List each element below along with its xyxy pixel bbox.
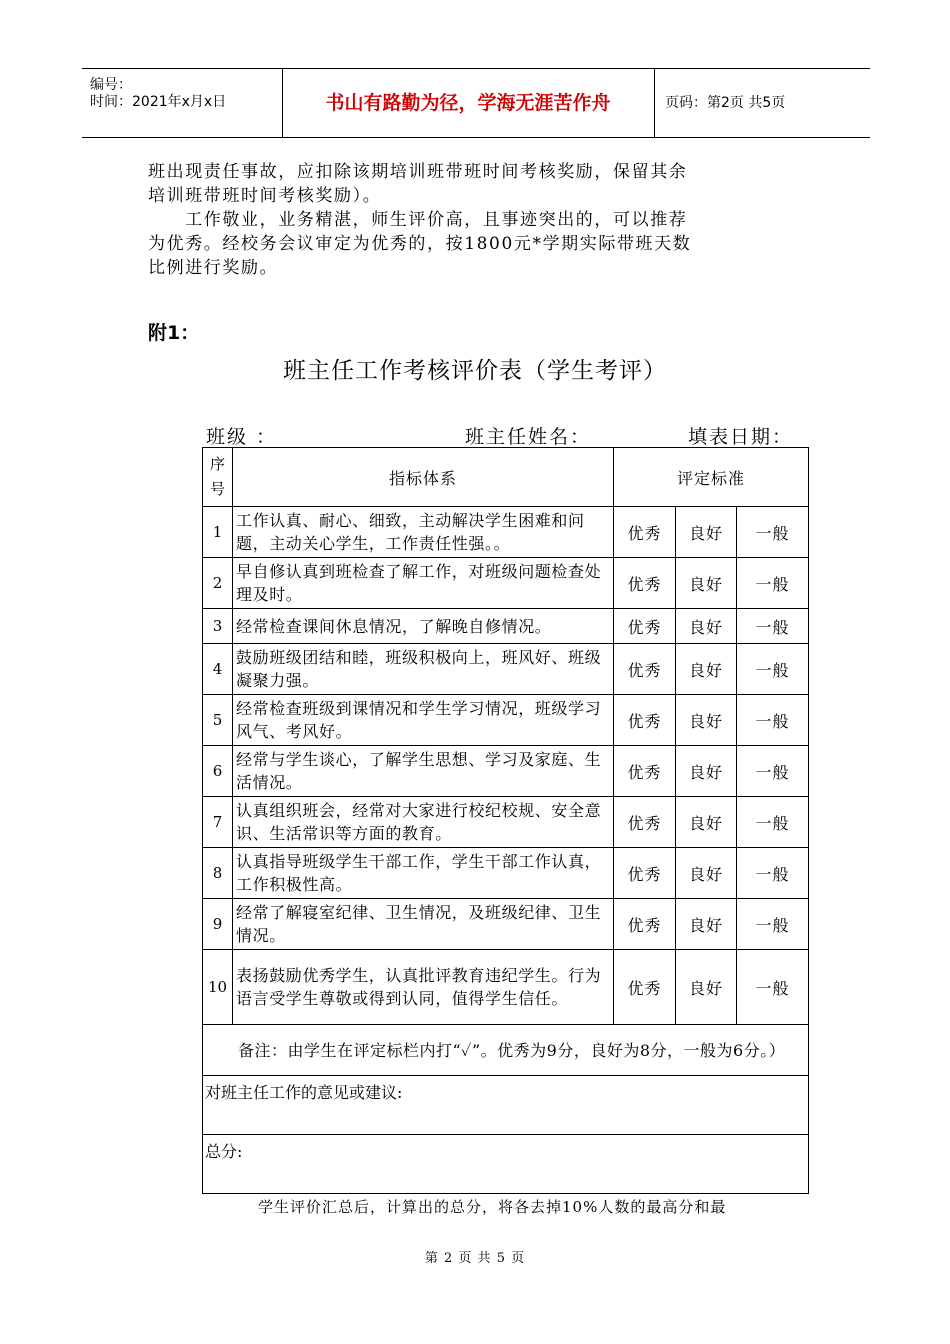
appendix-label: 附1： xyxy=(148,322,200,344)
grade-good-cell[interactable]: 良好 xyxy=(676,746,737,797)
time-label: 时间：2021年x月x日 xyxy=(90,94,227,110)
indicator-text: 经常检查班级到课情况和学生学习情况，班级学习风气、考风好。 xyxy=(233,695,614,746)
text-line: 班出现责任事故，应扣除该期培训班带班时间考核奖励，保留其余 xyxy=(148,162,688,182)
row-number: 1 xyxy=(203,507,233,558)
grade-good-cell[interactable]: 良好 xyxy=(676,507,737,558)
tail-text: 学生评价汇总后，计算出的总分，将各去掉10%人数的最高分和最 xyxy=(258,1198,727,1216)
grade-good-cell[interactable]: 良好 xyxy=(676,558,737,609)
grade-good-cell[interactable]: 良好 xyxy=(676,950,737,1025)
grade-average-cell[interactable]: 一般 xyxy=(737,558,809,609)
grade-excellent-cell[interactable]: 优秀 xyxy=(614,609,676,644)
grade-average-cell[interactable]: 一般 xyxy=(737,507,809,558)
note-row xyxy=(203,1025,809,1076)
grade-average-cell[interactable]: 一般 xyxy=(737,746,809,797)
grade-excellent-cell[interactable]: 优秀 xyxy=(614,695,676,746)
grade-average-cell[interactable]: 一般 xyxy=(737,609,809,644)
note-text: 备注：由学生在评定标栏内打“✓”。优秀为9分，良好为8分，一般为6分。） xyxy=(203,1025,809,1076)
row-number: 9 xyxy=(203,899,233,950)
opinion-row xyxy=(203,1076,809,1135)
page-indicator: 页码：第2页 共5页 xyxy=(665,95,786,111)
fill-date-label: 填表日期： xyxy=(688,426,794,448)
grade-average-cell[interactable]: 一般 xyxy=(737,848,809,899)
grade-excellent-cell[interactable]: 优秀 xyxy=(614,746,676,797)
indicator-text: 工作认真、耐心、细致，主动解决学生困难和问题，主动关心学生，工作责任性强。。 xyxy=(233,507,614,558)
grade-average-cell[interactable]: 一般 xyxy=(737,899,809,950)
grade-good-cell[interactable]: 良好 xyxy=(676,644,737,695)
text-line: 培训班带班时间考核奖励）。 xyxy=(148,186,382,206)
paragraph-2 xyxy=(148,208,808,280)
grade-excellent-cell[interactable]: 优秀 xyxy=(614,558,676,609)
row-number: 7 xyxy=(203,797,233,848)
table-row xyxy=(203,507,809,558)
table-row xyxy=(203,746,809,797)
grade-excellent-cell[interactable]: 优秀 xyxy=(614,644,676,695)
grade-average-cell[interactable]: 一般 xyxy=(737,695,809,746)
grade-good-cell[interactable]: 良好 xyxy=(676,797,737,848)
text-line: 比例进行奖励。 xyxy=(148,258,279,278)
standard-header: 评定标准 xyxy=(614,448,809,507)
table-header-row xyxy=(203,448,809,507)
grade-excellent-cell[interactable]: 优秀 xyxy=(614,848,676,899)
table-row xyxy=(203,848,809,899)
row-number: 5 xyxy=(203,695,233,746)
grade-average-cell[interactable]: 一般 xyxy=(737,950,809,1025)
header-info xyxy=(82,69,282,137)
header-motto: 书山有路勤为径，学海无涯苦作舟 xyxy=(325,92,611,114)
indicator-text: 经常检查课间休息情况，了解晚自修情况。 xyxy=(233,609,614,644)
class-label: 班级 ： xyxy=(206,426,278,448)
grade-good-cell[interactable]: 良好 xyxy=(676,609,737,644)
header-divider xyxy=(654,69,655,137)
teacher-name-label: 班主任姓名： xyxy=(465,426,592,448)
indicator-header: 指标体系 xyxy=(233,448,614,507)
grade-good-cell[interactable]: 良好 xyxy=(676,848,737,899)
row-number: 4 xyxy=(203,644,233,695)
indicator-text: 经常了解寝室纪律、卫生情况，及班级纪律、卫生情况。 xyxy=(233,899,614,950)
row-number: 6 xyxy=(203,746,233,797)
grade-excellent-cell[interactable]: 优秀 xyxy=(614,950,676,1025)
indicator-text: 认真组织班会，经常对大家进行校纪校规、安全意识、生活常识等方面的教育。 xyxy=(233,797,614,848)
paragraph-1 xyxy=(148,160,808,208)
row-number: 8 xyxy=(203,848,233,899)
grade-average-cell[interactable]: 一般 xyxy=(737,644,809,695)
grade-good-cell[interactable]: 良好 xyxy=(676,899,737,950)
grade-good-cell[interactable]: 良好 xyxy=(676,695,737,746)
text-line: 工作敬业，业务精湛，师生评价高，且事迹突出的，可以推荐 xyxy=(148,210,688,230)
grade-excellent-cell[interactable]: 优秀 xyxy=(614,507,676,558)
page-footer: 第 2 页 共 5 页 xyxy=(424,1251,526,1266)
total-row xyxy=(203,1135,809,1194)
indicator-text: 认真指导班级学生干部工作，学生干部工作认真，工作积极性高。 xyxy=(233,848,614,899)
page-header xyxy=(82,68,870,138)
table-row xyxy=(203,695,809,746)
total-score-field[interactable]: 总分: xyxy=(203,1135,809,1194)
row-number: 3 xyxy=(203,609,233,644)
table-row xyxy=(203,644,809,695)
index-header: 序号 xyxy=(203,448,233,507)
table-row xyxy=(203,609,809,644)
indicator-text: 早自修认真到班检查了解工作，对班级问题检查处理及时。 xyxy=(233,558,614,609)
row-number: 10 xyxy=(203,950,233,1025)
indicator-text: 表扬鼓励优秀学生，认真批评教育违纪学生。行为语言受学生尊敬或得到认同，值得学生信任。 xyxy=(233,950,614,1025)
form-title: 班主任工作考核评价表（学生考评） xyxy=(283,358,667,384)
table-row xyxy=(203,797,809,848)
table-row xyxy=(203,899,809,950)
grade-excellent-cell[interactable]: 优秀 xyxy=(614,797,676,848)
evaluation-table xyxy=(202,447,809,1194)
text-line: 为优秀。经校务会议审定为优秀的，按1800元*学期实际带班天数 xyxy=(148,234,692,254)
indicator-text: 鼓励班级团结和睦，班级积极向上，班风好、班级凝聚力强。 xyxy=(233,644,614,695)
grade-excellent-cell[interactable]: 优秀 xyxy=(614,899,676,950)
number-label: 编号： xyxy=(90,77,132,93)
row-number: 2 xyxy=(203,558,233,609)
table-row xyxy=(203,558,809,609)
grade-average-cell[interactable]: 一般 xyxy=(737,797,809,848)
indicator-text: 经常与学生谈心，了解学生思想、学习及家庭、生活情况。 xyxy=(233,746,614,797)
table-row xyxy=(203,950,809,1025)
opinion-field[interactable]: 对班主任工作的意见或建议: xyxy=(203,1076,809,1135)
